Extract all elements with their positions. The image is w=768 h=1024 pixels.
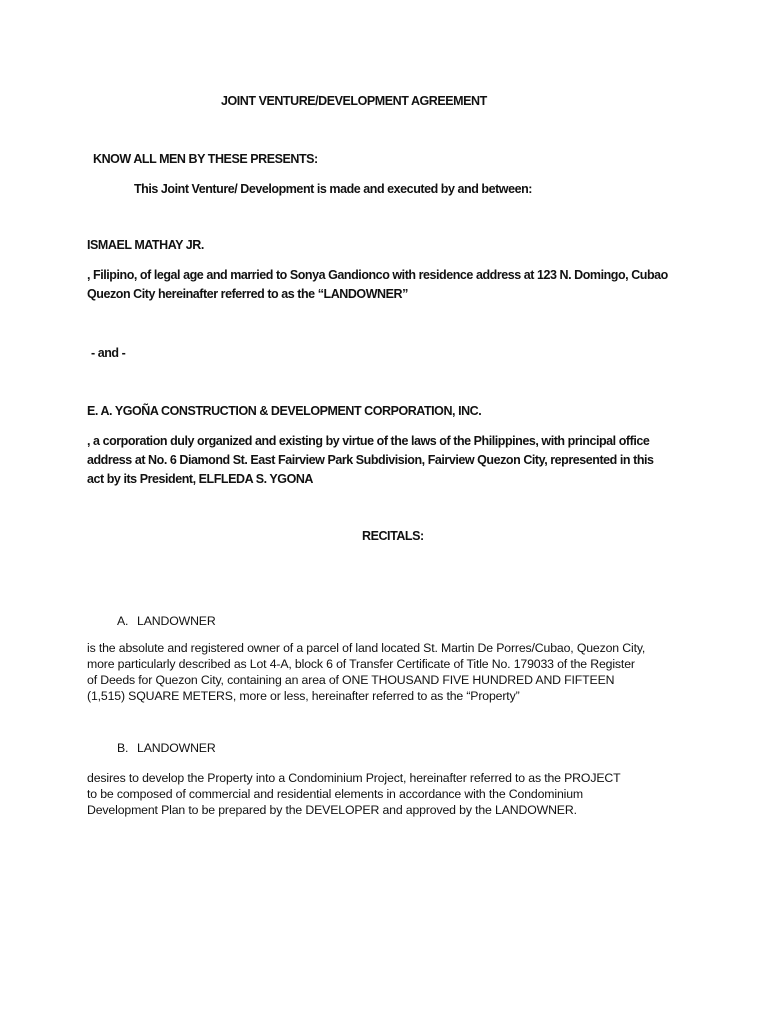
party2-description-line: , a corporation duly organized and existing by virtue of the laws of the Philippines, with principal office [87,434,650,448]
recital-b-marker: B. [117,741,129,755]
party1-name: ISMAEL MATHAY JR. [87,238,204,252]
party2-description-line: act by its President, ELFLEDA S. YGONA [87,472,314,486]
recital-a-body [87,640,645,704]
recital-a-line: is the absolute and registered owner of a parcel of land located St. Martin De Porres/Cubao, Quezon City, [87,641,646,655]
recital-b-label: LANDOWNER [137,741,216,755]
party1-description-line: , Filipino, of legal age and married to Sonya Gandionco with residence address at 123 N. Domingo, Cubao [87,268,668,282]
party2-name: E. A. YGOÑA CONSTRUCTION & DEVELOPMENT CORPORATION, INC. [87,404,482,418]
recital-b-line: Development Plan to be prepared by the DEVELOPER and approved by the LANDOWNER. [87,803,577,817]
recital-a-marker: A. [117,614,129,628]
recital-a-label: LANDOWNER [137,614,216,628]
party2-description-line: address at No. 6 Diamond St. East Fairview Park Subdivision, Fairview Quezon City, represented in this [87,453,654,467]
recitals-heading: RECITALS: [362,529,424,543]
recital-b-body [87,770,620,818]
document-title: JOINT VENTURE/DEVELOPMENT AGREEMENT [221,94,487,108]
party1-description [87,266,668,304]
and-separator: - and - [91,346,126,360]
recital-b-line: desires to develop the Property into a Condominium Project, hereinafter referred to as the PROJECT [87,771,621,785]
recital-a-line: more particularly described as Lot 4-A, block 6 of Transfer Certificate of Title No. 179033 of the Register [87,657,635,671]
recital-b-line: to be composed of commercial and residential elements in accordance with the Condominium [87,787,584,801]
party2-description [87,432,654,489]
intro-line: KNOW ALL MEN BY THESE PRESENTS: [93,152,318,166]
made-by-line: This Joint Venture/ Development is made and executed by and between: [134,182,532,196]
recital-a-line: of Deeds for Quezon City, containing an area of ONE THOUSAND FIVE HUNDRED AND FIFTEEN [87,673,615,687]
party1-description-line: Quezon City hereinafter referred to as the “LANDOWNER” [87,287,408,301]
recital-a-line: (1,515) SQUARE METERS, more or less, hereinafter referred to as the “Property” [87,689,520,703]
